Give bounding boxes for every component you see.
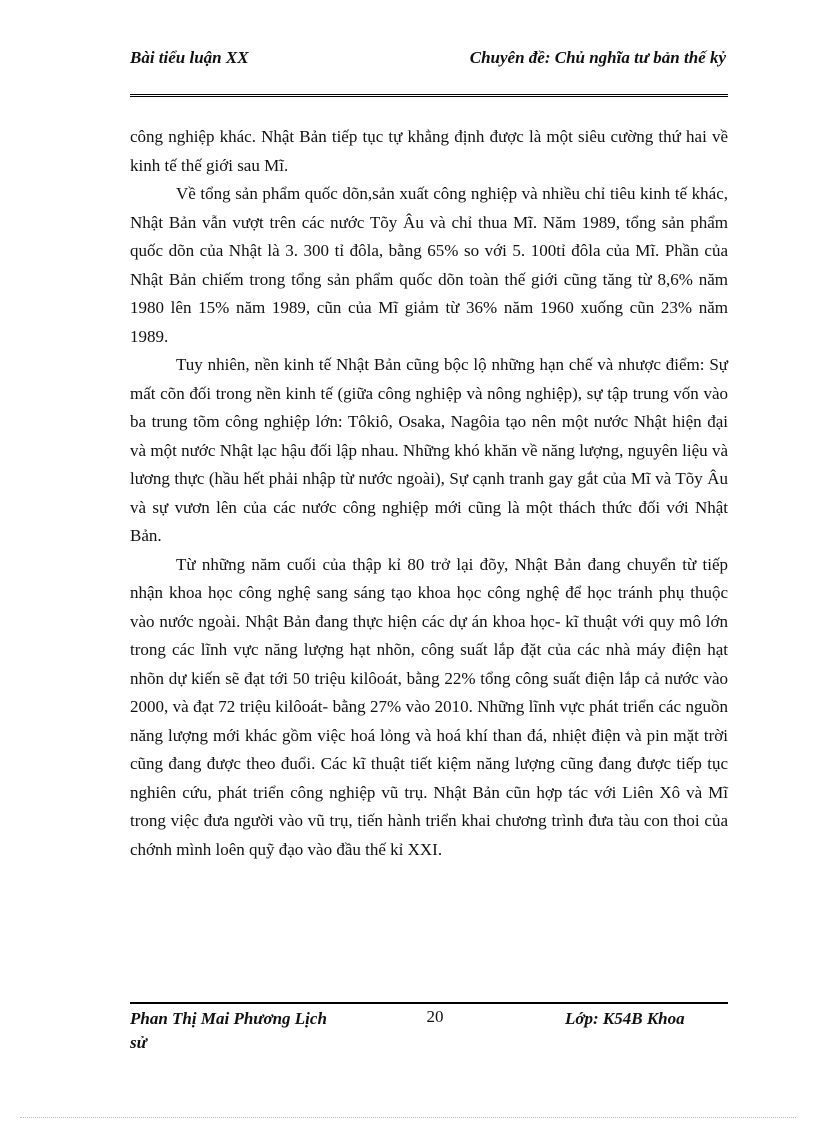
paragraph: Tuy nhiên, nền kinh tế Nhật Bản cũng bộc lộ những hạn chế và nhược điểm: Sự mất cõn đối trong nền kinh tế (giữa công nghiệp và nông nghiệp), sự tập trung vốn vào ba trung tõm công nghiệp lớn: Tôkiô, Osaka, Nagôia tạo nên một nước Nhật hiện đại và một nước Nhật lạc hậu đối lập nhau. Những khó khăn về năng lượng, nguyên liệu và lương thực (hầu hết phải nhập từ nước ngoài), Sự cạnh tranh gay gắt của Mĩ và Tõy Âu và sự vươn lên của các nước công nghiệp mới cũng là một thách thức đối với Nhật Bản.: [130, 355, 728, 545]
document-body: [130, 123, 728, 864]
header-left-title: Bài tiểu luận XX: [130, 48, 249, 67]
page-edge-divider: [20, 1117, 796, 1118]
footer-rule: [130, 1002, 728, 1004]
footer-author: Phan Thị Mai Phương Lịch sử: [130, 1009, 327, 1052]
header-right-title: Chuyên đề: Chủ nghĩa tư bản thế kỷ: [469, 48, 726, 67]
paragraph: công nghiệp khác. Nhật Bản tiếp tục tự khẳng định được là một siêu cường thứ hai về kinh tế thế giới sau Mĩ.: [130, 127, 728, 175]
paragraph: Từ những năm cuối của thập kỉ 80 trở lại đõy, Nhật Bản đang chuyển từ tiếp nhận khoa học công nghệ sang sáng tạo khoa học công nghệ để học tránh phụ thuộc vào nước ngoài. Nhật Bản đang thực hiện các dự án khoa học- kĩ thuật với quy mô lớn trong các lĩnh vực năng lượng hạt nhõn, công suất lắp đặt của các nhà máy điện hạt nhõn dự kiến sẽ đạt tới 50 triệu kilôoát, bằng 22% tổng công suất điện lắp cả nước vào 2000, và đạt 72 triệu kilôoát- bằng 27% vào 2010. Những lĩnh vực phát triển các nguồn năng lượng mới khác gồm việc hoá lỏng và hoá khí than đá, nhiệt điện và pin mặt trời cũng đang được theo đuổi. Các kĩ thuật tiết kiệm năng lượng cũng đang được tiếp tục nghiên cứu, phát triển công nghiệp vũ trụ. Nhật Bản cũn hợp tác với Liên Xô và Mĩ trong việc đưa người vào vũ trụ, tiến hành triển khai chương trình đưa tàu con thoi của chớnh mình loên quỹ đạo vào đầu thế kỉ XXI.: [130, 554, 728, 859]
footer-class: Lớp: K54B Khoa: [565, 1009, 685, 1028]
header-rule: [130, 94, 728, 97]
page-header: [130, 46, 728, 98]
paragraph: Về tổng sản phẩm quốc dõn,sản xuất công nghiệp và nhiều chỉ tiêu kinh tế khác, Nhật Bản vẫn vượt trên các nước Tõy Âu và chỉ thua Mĩ. Năm 1989, tổng sản phẩm quốc dõn của Nhật là 3. 300 tỉ đôla, bằng 65% so với 5. 100tỉ đôla của Mĩ. Phần của Nhật Bản chiếm trong tổng sản phẩm quốc dõn toàn thế giới cũng tăng từ 8,6% năm 1980 lên 15% năm 1989, cũn của Mĩ giảm từ 36% năm 1960 xuống cũn 23% năm 1989.: [130, 184, 728, 346]
page-number: 20: [426, 1007, 444, 1026]
